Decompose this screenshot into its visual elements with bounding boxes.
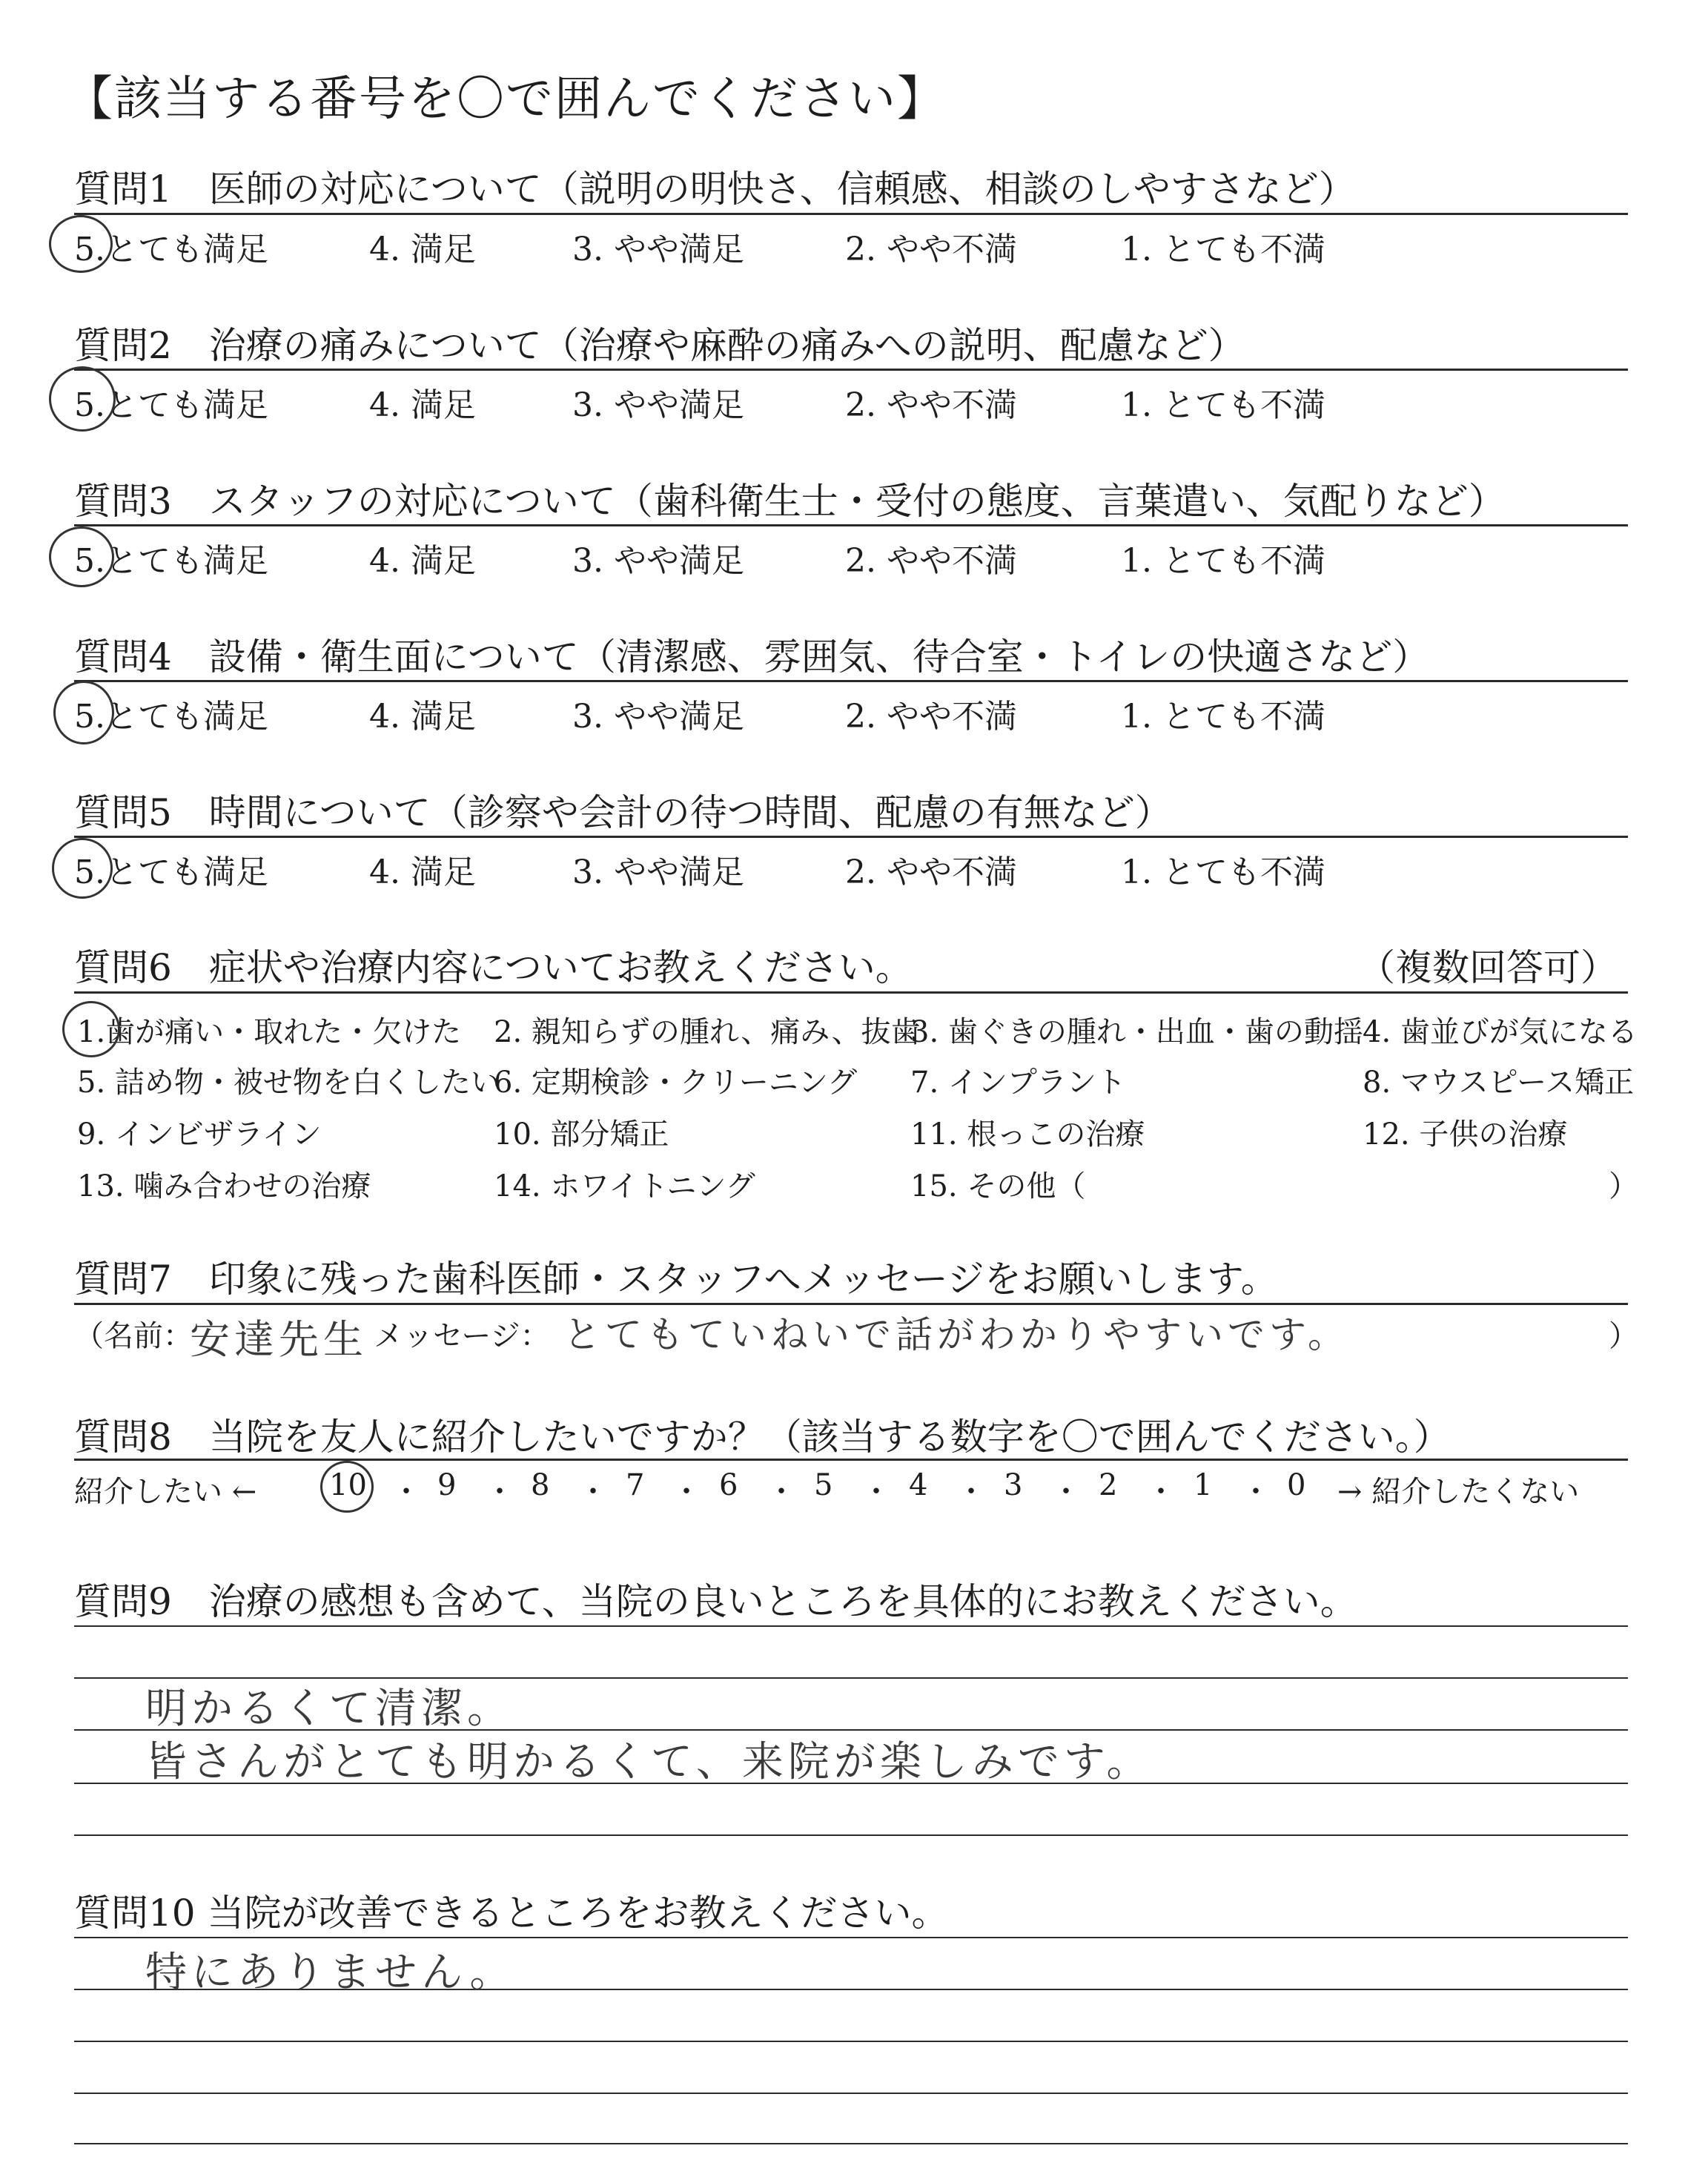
q2-option-1[interactable]: 1. とても不満 [1121,386,1325,424]
q6-other-close: ） [1609,1169,1638,1203]
q9-answer-line-2[interactable]: 皆さんがとても明かるくて、来院が楽しみです。 [145,1738,1153,1786]
q5-option-5[interactable]: 5.とても満足 [74,853,268,891]
selection-circle [62,1001,120,1057]
q5-option-4[interactable]: 4. 満足 [369,853,476,891]
q2-option-3[interactable]: 3. やや満足 [572,386,744,424]
q3-option-5[interactable]: 5.とても満足 [74,542,268,580]
divider [74,1459,1628,1461]
q6-option-8[interactable]: 8. マウスピース矯正 [1363,1066,1635,1100]
q10-answer-line-1[interactable]: 特にありません。 [145,1949,516,1997]
message-value[interactable]: とてもていねいで話がわかりやすいです。 [563,1313,1349,1356]
answer-line [74,2093,1628,2094]
name-label: （名前： [74,1319,193,1353]
q3-option-2[interactable]: 2. やや不満 [845,542,1017,580]
answer-line [74,2143,1628,2144]
q6-option-7[interactable]: 7. インプラント [910,1066,1126,1100]
recommend-left-label: 紹介したい ← [74,1475,257,1509]
q6-option-2[interactable]: 2. 親知らずの腫れ、痛み、抜歯 [494,1015,921,1049]
question-5-title: 質問5 時間について（診察や会計の待つ時間、配慮の有無など） [74,791,1172,834]
scale-0[interactable]: 0 [1287,1468,1306,1502]
q6-option-15[interactable]: 15. その他（ [910,1169,1086,1203]
question-1-title: 質問1 医師の対応について（説明の明快さ、信頼感、相談のしやすさなど） [74,168,1356,211]
scale-dot: ・ [578,1475,608,1509]
q4-option-2[interactable]: 2. やや不満 [845,698,1017,736]
q6-option-1[interactable]: 1.歯が痛い・取れた・欠けた [77,1015,462,1049]
divider [74,524,1628,526]
scale-dot: ・ [861,1475,891,1509]
q3-option-1[interactable]: 1. とても不満 [1121,542,1325,580]
scale-dot: ・ [391,1475,421,1509]
question-8-title: 質問8 当院を友人に紹介したいですか？（該当する数字を〇で囲んでください。） [74,1416,1451,1459]
answer-line [74,1834,1628,1836]
q9-answer-line-1[interactable]: 明かるくて清潔。 [145,1685,513,1733]
scale-9[interactable]: 9 [437,1468,457,1502]
q1-option-2[interactable]: 2. やや不満 [845,231,1017,268]
scale-dot: ・ [1241,1475,1271,1509]
q6-option-14[interactable]: 14. ホワイトニング [494,1169,755,1203]
q2-option-2[interactable]: 2. やや不満 [845,386,1017,424]
scale-dot: ・ [1146,1475,1176,1509]
selection-circle [53,681,114,744]
divider [74,369,1628,371]
answer-line [74,1625,1628,1627]
question-6-title: 質問6 症状や治療内容についてお教えください。 [74,946,913,989]
question-3-title: 質問3 スタッフの対応について（歯科衛生士・受付の態度、言葉遣い、気配りなど） [74,480,1506,523]
scale-dot: ・ [1051,1475,1081,1509]
q6-option-5[interactable]: 5. 詰め物・被せ物を白くしたい [77,1066,500,1100]
scale-8[interactable]: 8 [531,1468,550,1502]
question-2-title: 質問2 治療の痛みについて（治療や麻酔の痛みへの説明、配慮など） [74,324,1245,367]
selection-circle [49,366,116,432]
q6-option-4[interactable]: 4. 歯並びが気になる [1363,1015,1638,1049]
scale-dot: ・ [956,1475,986,1509]
q4-option-1[interactable]: 1. とても不満 [1121,698,1325,736]
message-label: メッセージ： [374,1319,550,1353]
q2-option-5[interactable]: 5.とても満足 [74,386,268,424]
scale-4[interactable]: 4 [909,1468,928,1502]
scale-6[interactable]: 6 [719,1468,738,1502]
q5-option-2[interactable]: 2. やや不満 [845,853,1017,891]
q5-option-1[interactable]: 1. とても不満 [1121,853,1325,891]
question-10-title: 質問10 当院が改善できるところをお教えください。 [74,1892,949,1935]
q4-option-5[interactable]: 5.とても満足 [74,698,268,736]
q6-option-9[interactable]: 9. インビザライン [77,1117,322,1152]
q1-option-1[interactable]: 1. とても不満 [1121,231,1325,268]
scale-dot: ・ [767,1475,796,1509]
scale-dot: ・ [672,1475,701,1509]
scale-3[interactable]: 3 [1004,1468,1023,1502]
scale-1[interactable]: 1 [1194,1468,1213,1502]
q6-option-6[interactable]: 6. 定期検診・クリーニング [494,1066,858,1100]
q4-option-4[interactable]: 4. 満足 [369,698,476,736]
scale-5[interactable]: 5 [814,1468,833,1502]
q3-option-4[interactable]: 4. 満足 [369,542,476,580]
scale-10[interactable]: 10 [329,1468,367,1502]
divider [74,991,1628,994]
q1-option-5[interactable]: 5.とても満足 [74,231,268,268]
q3-option-3[interactable]: 3. やや満足 [572,542,744,580]
selection-circle [52,838,113,899]
scale-dot: ・ [485,1475,514,1509]
q2-option-4[interactable]: 4. 満足 [369,386,476,424]
q6-option-3[interactable]: 3. 歯ぐきの腫れ・出血・歯の動揺 [910,1015,1363,1049]
selection-circle [320,1461,374,1513]
selection-circle [49,526,114,587]
selection-circle [49,215,113,273]
multiple-answers-note: （複数回答可） [1358,946,1618,989]
q6-option-12[interactable]: 12. 子供の治療 [1363,1117,1568,1152]
page-title: 【該当する番号を〇で囲んでください】 [65,72,946,127]
divider [74,213,1628,215]
question-7-title: 質問7 印象に残った歯科医師・スタッフへメッセージをお願いします。 [74,1258,1278,1301]
q1-option-3[interactable]: 3. やや満足 [572,231,744,268]
q6-option-11[interactable]: 11. 根っこの治療 [910,1117,1145,1152]
scale-7[interactable]: 7 [626,1468,645,1502]
scale-2[interactable]: 2 [1099,1468,1118,1502]
recommend-right-label: → 紹介したくない [1337,1475,1580,1509]
q4-option-3[interactable]: 3. やや満足 [572,698,744,736]
q6-option-13[interactable]: 13. 噛み合わせの治療 [77,1169,371,1203]
answer-line [74,1937,1628,1938]
message-close: ） [1609,1319,1638,1353]
q1-option-4[interactable]: 4. 満足 [369,231,476,268]
answer-line [74,2041,1628,2042]
q6-option-10[interactable]: 10. 部分矯正 [494,1117,669,1152]
divider [74,680,1628,682]
q5-option-3[interactable]: 3. やや満足 [572,853,744,891]
question-4-title: 質問4 設備・衛生面について（清潔感、雰囲気、待合室・トイレの快適さなど） [74,635,1430,678]
divider [74,836,1628,838]
question-9-title: 質問9 治療の感想も含めて、当院の良いところを具体的にお教えください。 [74,1580,1357,1623]
name-value[interactable]: 安達先生 [190,1316,368,1363]
